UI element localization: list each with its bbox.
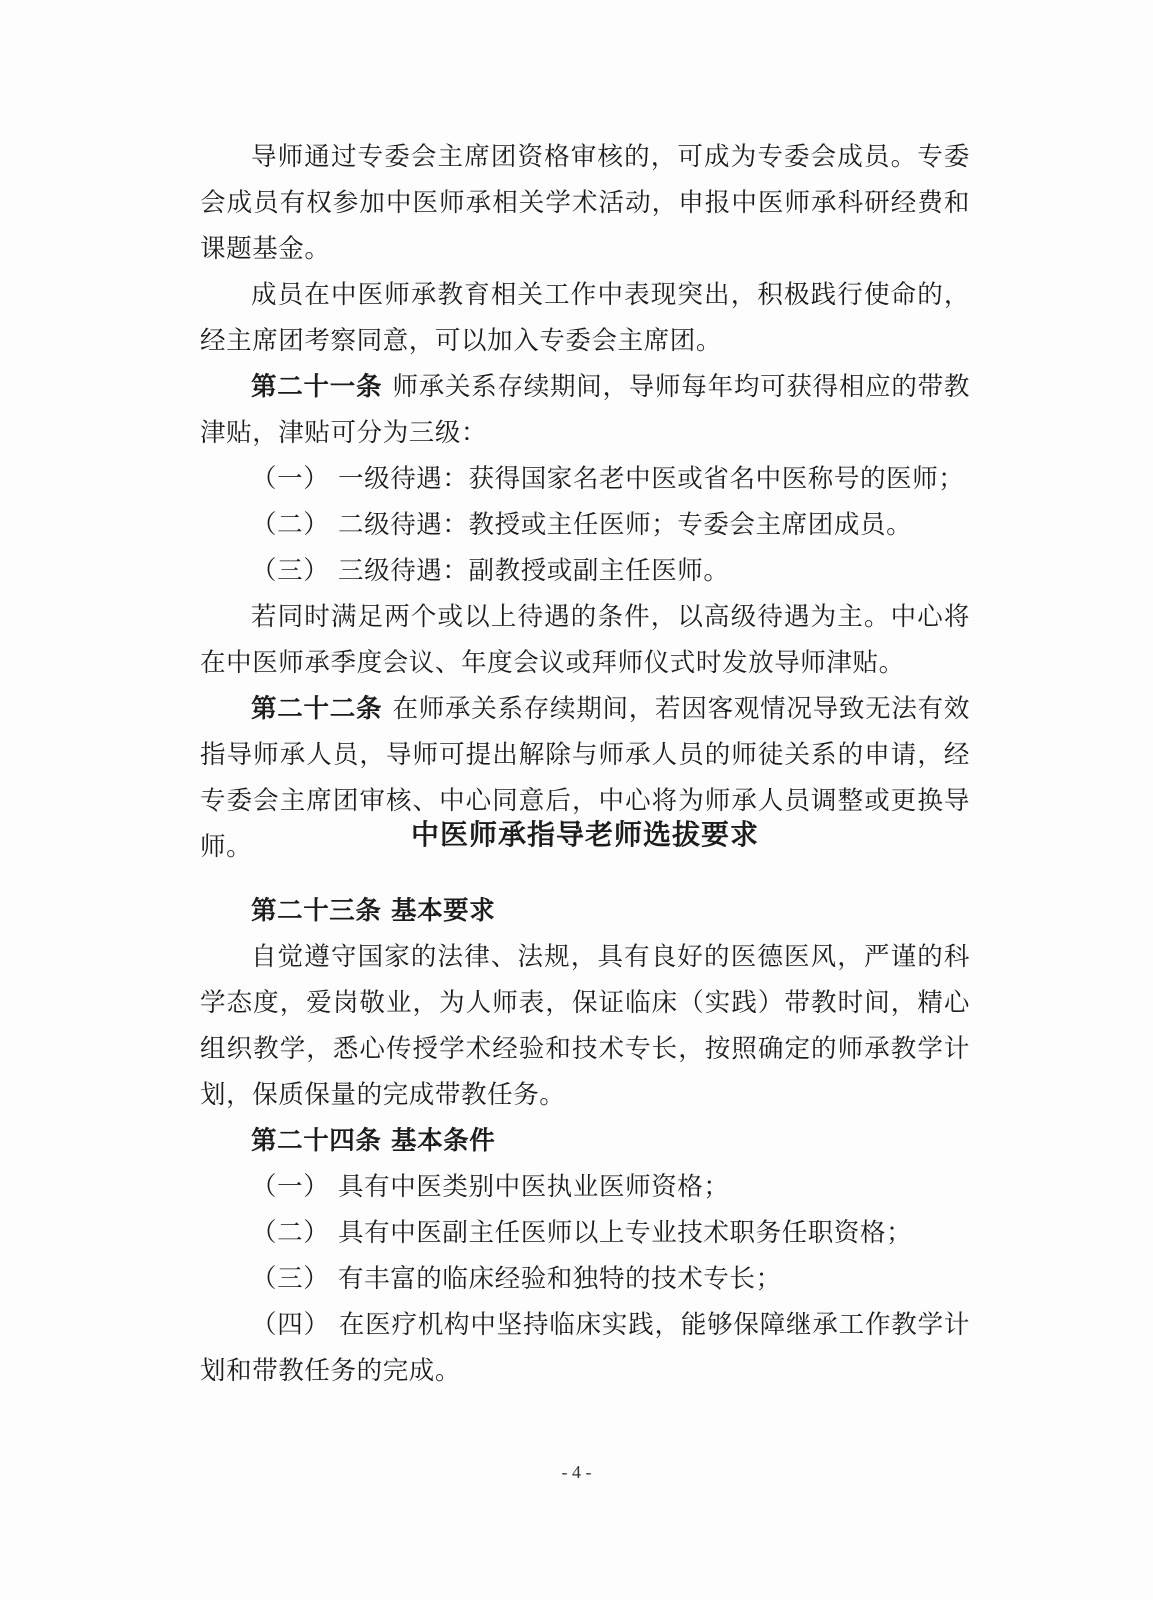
article-22-label: 第二十二条 <box>251 694 383 724</box>
article-21-item-3: （三） 三级待遇：副教授或副主任医师。 <box>251 556 730 586</box>
article-21-text: 师承关系存续期间，导师每年均可获得相应的带教津贴，津贴可分为三级： <box>200 372 970 448</box>
body-block-upper <box>200 134 970 870</box>
article-21-item-1: （一） 一级待遇：获得国家名老中医或省名中医称号的医师； <box>251 464 965 494</box>
paragraph-mentor-membership: 导师通过专委会主席团资格审核的，可成为专委会成员。专委会成员有权参加中医师承相关学术活动，申报中医师承科研经费和课题基金。 <box>200 142 970 264</box>
article-21-item-2: （二） 二级待遇：教授或主任医师；专委会主席团成员。 <box>251 510 913 540</box>
article-21 <box>200 364 970 456</box>
article-24-item-1: （一） 具有中医类别中医执业医师资格； <box>251 1172 730 1202</box>
section-title: 中医师承指导老师选拔要求 <box>410 818 759 851</box>
paragraph-allowance-rule: 若同时满足两个或以上待遇的条件，以高级待遇为主。中心将在中医师承季度会议、年度会议或拜师仪式时发放导师津贴。 <box>200 602 970 678</box>
article-21-label: 第二十一条 <box>251 372 383 402</box>
article-23-heading: 第二十三条 基本要求 <box>251 896 496 926</box>
article-24-item-4: （四） 在医疗机构中坚持临床实践，能够保障继承工作教学计划和带教任务的完成。 <box>200 1310 970 1386</box>
article-24-heading: 第二十四条 基本条件 <box>251 1126 496 1156</box>
article-23-text: 自觉遵守国家的法律、法规，具有良好的医德医风，严谨的科学态度，爱岗敬业，为人师表，保证临床（实践）带教时间，精心组织教学，悉心传授学术经验和技术专长，按照确定的师承教学计划，保质保量的完成带教任务。 <box>200 942 970 1110</box>
page-number: - 4 - <box>561 1462 592 1482</box>
article-22-text: 在师承关系存续期间，若因客观情况导致无法有效指导师承人员，导师可提出解除与师承人员的师徒关系的申请，经专委会主席团审核、中心同意后，中心将为师承人员调整或更换导师。 <box>200 694 970 862</box>
article-24-item-3: （三） 有丰富的临床经验和独特的技术专长； <box>251 1264 782 1294</box>
paragraph-presidium-join: 成员在中医师承教育相关工作中表现突出，积极践行使命的，经主席团考察同意，可以加入专委会主席团。 <box>200 280 970 356</box>
article-24-item-2: （二） 具有中医副主任医师以上专业技术职务任职资格； <box>251 1218 913 1248</box>
body-block-lower <box>200 888 970 1394</box>
